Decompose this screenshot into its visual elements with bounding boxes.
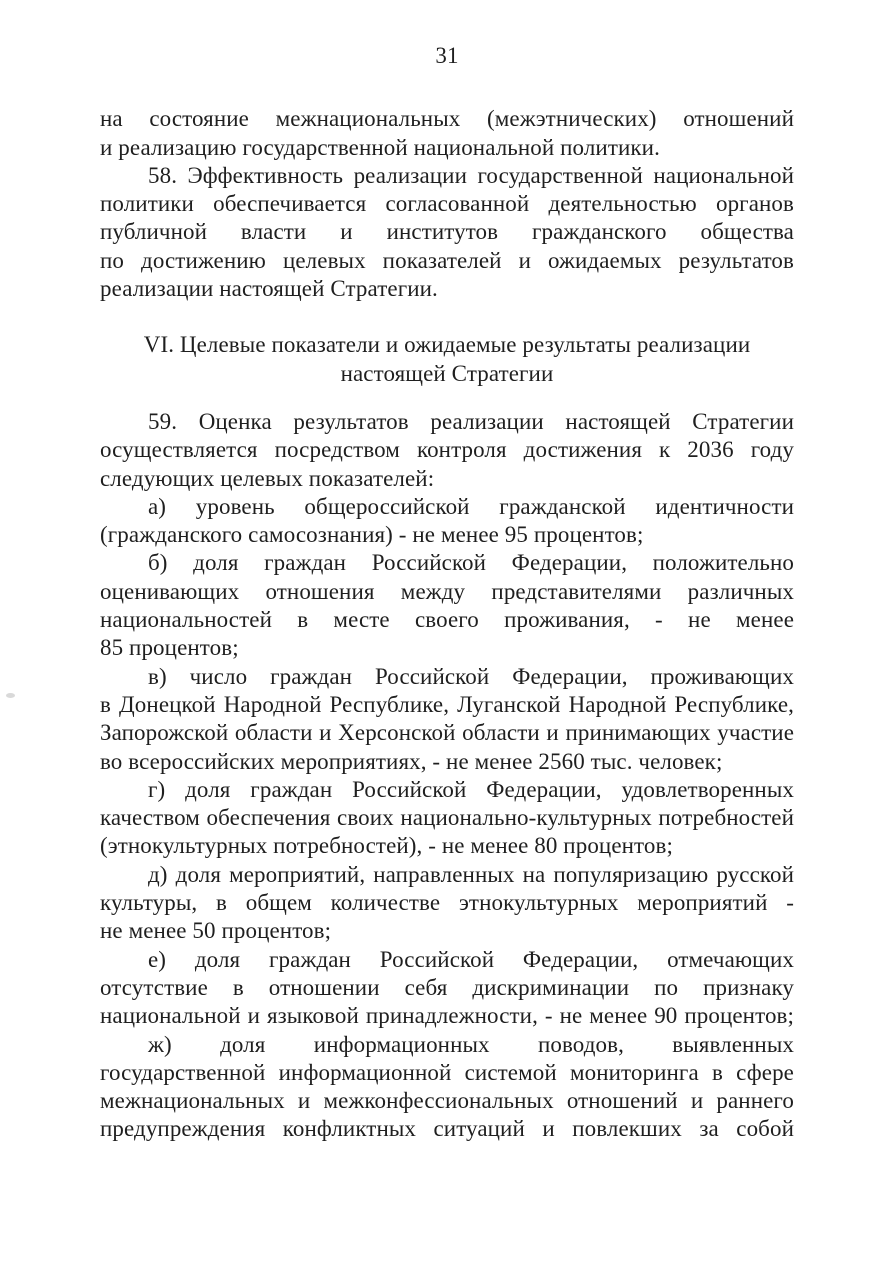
text-line: национальной и языковой принадлежности, - не менее 90 процентов; — [100, 1003, 794, 1029]
scan-artifact-dot — [6, 693, 15, 698]
document-body — [100, 105, 794, 1143]
text-line: Запорожской области и Херсонской области и принимающих участие — [100, 720, 794, 746]
text-line: в) число граждан Российской Федерации, проживающих — [148, 663, 794, 689]
text-line: качеством обеспечения своих национально-культурных потребностей — [100, 805, 794, 831]
text-line: оценивающих отношения между представителями различных — [100, 578, 794, 604]
text-line: 59. Оценка результатов реализации настоящей Стратегии — [148, 408, 794, 434]
text-line: предупреждения конфликтных ситуаций и повлекших за собой — [100, 1116, 794, 1142]
text-line: б) доля граждан Российской Федерации, положительно — [148, 550, 794, 576]
section-heading-vi — [100, 331, 794, 388]
text-line: а) уровень общероссийской гражданской идентичности — [148, 493, 794, 519]
text-line: е) доля граждан Российской Федерации, отмечающих — [148, 946, 794, 972]
text-line: не менее 50 процентов; — [100, 918, 332, 944]
text-line: осуществляется посредством контроля достижения к 2036 году — [100, 437, 794, 463]
text-line: политики обеспечивается согласованной деятельностью органов — [100, 191, 794, 217]
text-line: реализации настоящей Стратегии. — [100, 276, 438, 302]
text-line: национальностей в месте своего проживания, - не менее — [100, 607, 794, 633]
text-column — [100, 0, 794, 1144]
item-v — [100, 663, 794, 776]
text-line: государственной информационной системой мониторинга в сфере — [100, 1059, 794, 1085]
paragraph-59 — [100, 408, 794, 493]
item-d — [100, 861, 794, 946]
text-line: в Донецкой Народной Республике, Луганской Народной Республике, — [100, 691, 794, 717]
text-line: на состояние межнациональных (межэтнических) отношений — [100, 106, 794, 132]
heading-line: настоящей Стратегии — [340, 360, 554, 386]
continued-paragraph — [100, 105, 794, 162]
item-a — [100, 493, 794, 550]
text-line: 58. Эффективность реализации государственной национальной — [148, 162, 794, 188]
text-line: г) доля граждан Российской Федерации, удовлетворенных — [148, 776, 794, 802]
item-zh — [100, 1031, 794, 1144]
heading-line: VI. Целевые показатели и ожидаемые результаты реализации — [143, 332, 751, 358]
text-line: (этнокультурных потребностей), - не менее 80 процентов; — [100, 833, 673, 859]
text-line: (гражданского самосознания) - не менее 95 процентов; — [100, 522, 644, 548]
text-line: межнациональных и межконфессиональных отношений и раннего — [100, 1088, 794, 1114]
text-line: 85 процентов; — [100, 635, 239, 661]
text-line: и реализацию государственной национальной политики. — [100, 134, 660, 160]
text-line: публичной власти и институтов гражданского общества — [100, 219, 794, 245]
text-line: следующих целевых показателей: — [100, 465, 435, 491]
page-number: 31 — [435, 43, 459, 68]
item-b — [100, 549, 794, 662]
text-line: отсутствие в отношении себя дискриминации по признаку — [100, 974, 794, 1000]
item-e — [100, 946, 794, 1031]
item-g — [100, 776, 794, 861]
text-line: по достижению целевых показателей и ожидаемых результатов — [100, 247, 794, 273]
text-line: во всероссийских мероприятиях, - не менее 2560 тыс. человек; — [100, 748, 723, 774]
text-line: ж) доля информационных поводов, выявленных — [148, 1031, 794, 1057]
text-line: д) доля мероприятий, направленных на популяризацию русской — [148, 861, 794, 887]
paragraph-58 — [100, 162, 794, 303]
text-line: культуры, в общем количестве этнокультурных мероприятий - — [100, 890, 794, 916]
